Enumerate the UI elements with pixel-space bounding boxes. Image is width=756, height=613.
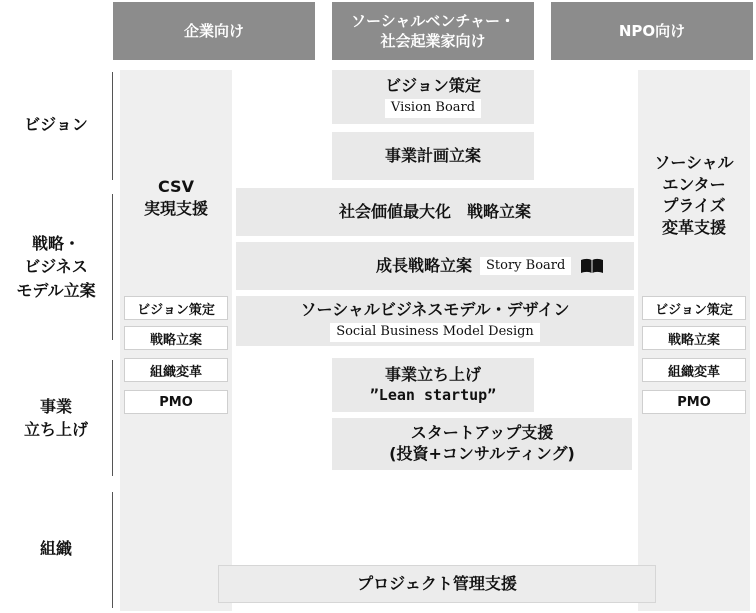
box-startup-title: スタートアップ支援 <box>410 423 554 443</box>
box-social-value-strategy <box>236 188 634 236</box>
box-growth-strategy-label: 成長戦略立案 <box>376 255 473 275</box>
box-social-model-sub: Social Business Model Design <box>330 323 540 342</box>
header-social-venture-line2: 社会起業家向け <box>380 32 486 50</box>
right-chip-org-change <box>642 358 746 382</box>
left-column-title-line2: 実現支援 <box>143 198 208 218</box>
box-launch-sub: ”Lean startup” <box>369 385 497 404</box>
box-business-plan-label: 事業計画立案 <box>384 145 481 165</box>
right-column-title <box>638 152 750 238</box>
box-vision-title: ビジョン策定 <box>385 75 481 95</box>
right-chip-strategy <box>642 326 746 350</box>
box-social-model-label: ソーシャルビジネスモデル・デザイン <box>300 299 570 319</box>
box-vision-formulation <box>332 70 534 124</box>
right-column-title-line3: プライズ <box>662 196 726 216</box>
left-chip-vision-label: ビジョン策定 <box>137 302 215 318</box>
header-npo <box>551 2 753 60</box>
box-project-management <box>218 565 656 603</box>
box-business-launch <box>332 358 534 412</box>
book-icon <box>579 257 605 275</box>
right-chip-org-change-label: 組織変革 <box>667 364 720 380</box>
right-chip-strategy-label: 戦略立案 <box>667 332 720 348</box>
box-business-plan <box>332 132 534 180</box>
box-launch-title: 事業立ち上げ <box>384 364 481 384</box>
row-label-vision <box>0 70 112 180</box>
left-chip-org-change-label: 組織変革 <box>149 364 202 380</box>
row-label-organization <box>0 490 112 608</box>
right-chip-pmo-label: PMO <box>677 394 711 410</box>
row-label-launch-line2: 立ち上げ <box>23 420 88 439</box>
row-label-launch <box>0 358 112 478</box>
box-growth-strategy-sub: Story Board <box>480 257 571 276</box>
right-column-title-line4: 変革支援 <box>661 217 726 237</box>
box-startup-support <box>332 418 632 470</box>
box-vision-sub: Vision Board <box>385 99 481 118</box>
box-social-value-label: 社会価値最大化 戦略立案 <box>338 201 531 221</box>
box-project-management-label: プロジェクト管理支援 <box>357 573 517 593</box>
row-label-vision-text: ビジョン <box>24 115 88 135</box>
left-column-title-line1: CSV <box>158 177 194 196</box>
box-growth-strategy <box>236 242 634 290</box>
box-startup-sub: (投資+コンサルティング) <box>389 444 575 463</box>
right-chip-vision-label: ビジョン策定 <box>655 302 733 318</box>
row-divider-launch <box>112 360 113 476</box>
row-label-strategy <box>0 192 112 342</box>
header-social-venture <box>332 2 534 60</box>
left-column-title <box>120 176 232 219</box>
row-divider-organization <box>112 492 113 608</box>
left-chip-strategy-label: 戦略立案 <box>149 332 202 348</box>
box-social-business-model <box>236 296 634 346</box>
right-chip-vision <box>642 296 746 320</box>
header-social-venture-line1: ソーシャルベンチャー・ <box>351 11 515 30</box>
growth-strategy-row <box>376 256 636 277</box>
left-chip-vision <box>124 296 228 320</box>
row-label-strategy-line2: ビジネス <box>24 257 88 277</box>
row-label-strategy-line1: 戦略・ <box>31 234 80 254</box>
row-divider-vision <box>112 72 113 180</box>
left-chip-pmo <box>124 390 228 414</box>
header-corporate <box>113 2 315 60</box>
left-chip-pmo-label: PMO <box>159 394 193 410</box>
row-label-strategy-line3: モデル立案 <box>16 280 96 300</box>
header-corporate-label: 企業向け <box>183 21 244 40</box>
row-label-launch-line1: 事業 <box>39 396 72 416</box>
left-chip-strategy <box>124 326 228 350</box>
right-column-title-line2: エンター <box>662 174 726 194</box>
right-chip-pmo <box>642 390 746 414</box>
left-chip-org-change <box>124 358 228 382</box>
row-divider-strategy <box>112 194 113 340</box>
header-npo-label: NPO向け <box>618 21 686 40</box>
right-column-title-line1: ソーシャル <box>654 153 734 172</box>
row-label-organization-text: 組織 <box>39 539 72 559</box>
